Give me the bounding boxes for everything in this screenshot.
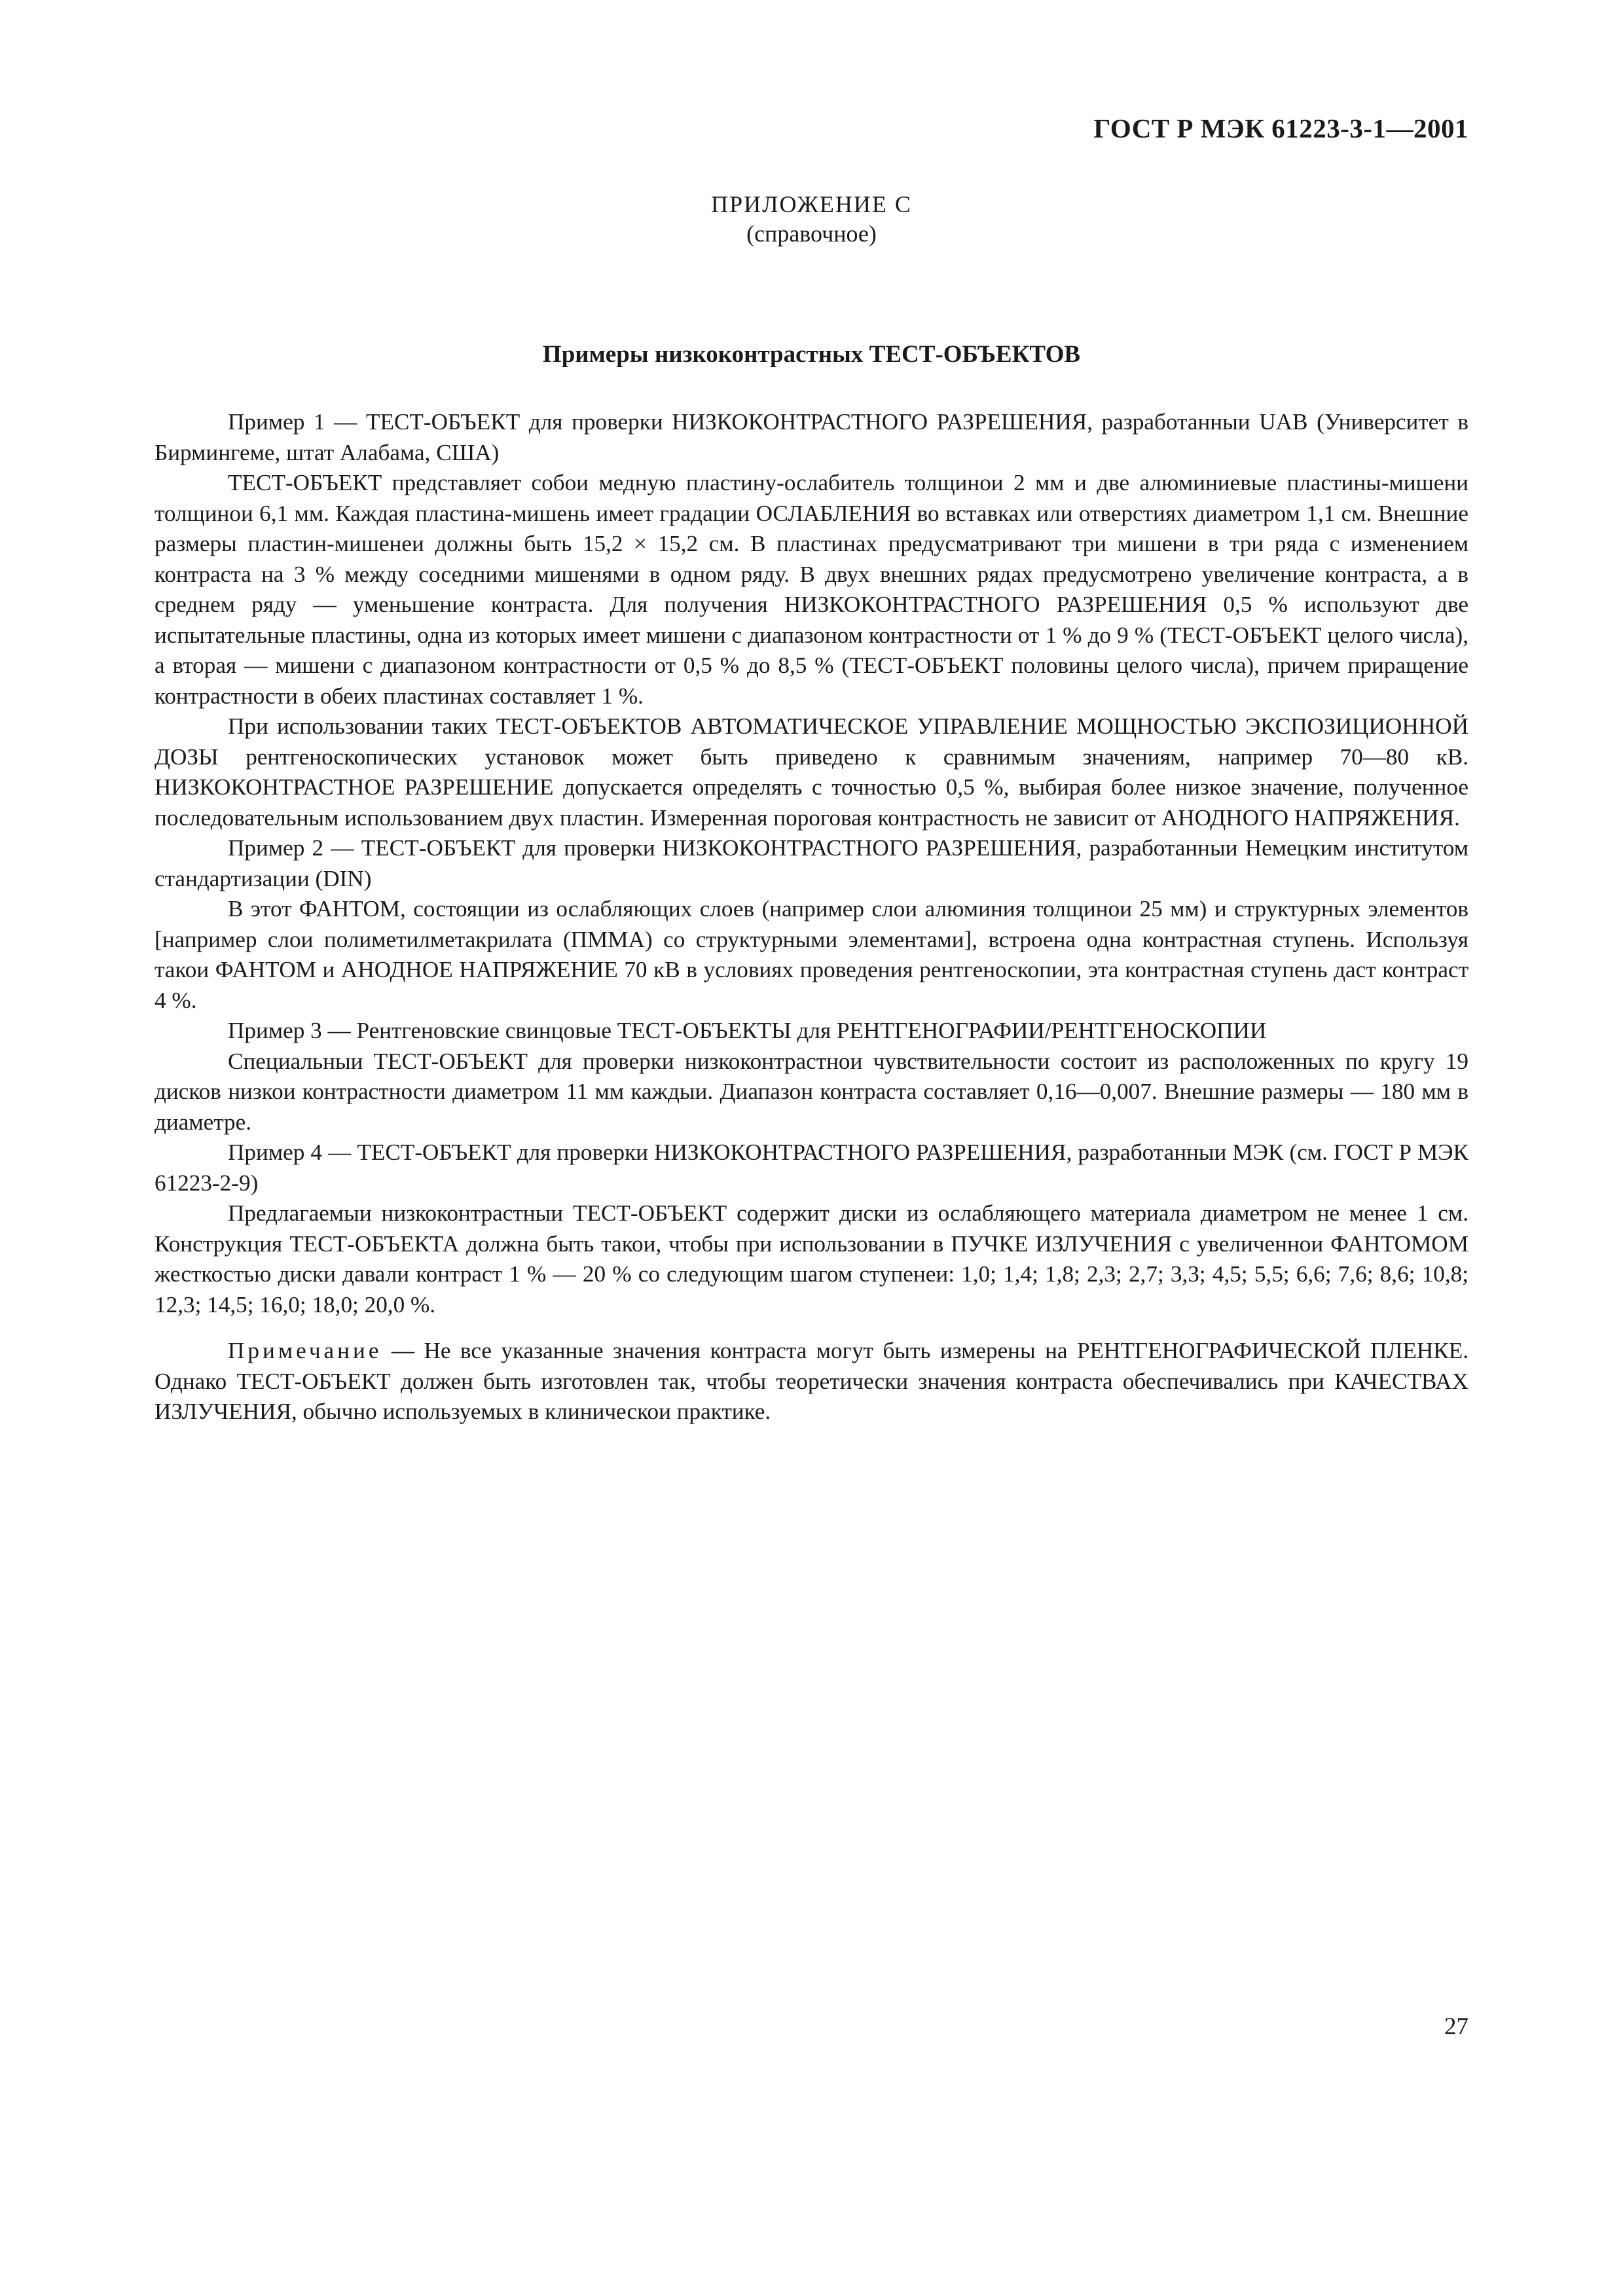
appendix-heading <box>0 190 1623 249</box>
note-label: Примечание <box>228 1338 382 1363</box>
body-text <box>155 407 1468 1427</box>
standard-header: ГОСТ Р МЭК 61223-3-1—2001 <box>1093 113 1468 143</box>
appendix-title: ПРИЛОЖЕНИЕ С <box>711 191 912 217</box>
appendix-subtitle: (справочное) <box>746 221 877 247</box>
paragraph-example-1-title: Пример 1 — ТЕСТ-ОБЪЕКТ для проверки НИЗКОКОНТРАСТНОГО РАЗРЕШЕНИЯ, разработанныи UAB (Университет в Бирмингеме, штат Алабама, США) <box>155 409 1468 465</box>
paragraph-example-4-title: Пример 4 — ТЕСТ-ОБЪЕКТ для проверки НИЗКОКОНТРАСТНОГО РАЗРЕШЕНИЯ, разработанныи МЭК (см. ГОСТ Р МЭК 61223-2-9) <box>155 1139 1468 1196</box>
paragraph-example-4-description: Предлагаемыи низкоконтрастныи ТЕСТ-ОБЪЕКТ содержит диски из ослабляющего материала диаметром не менее 1 см. Конструкция ТЕСТ-ОБЪЕКТА должна быть такои, чтобы при использовании в ПУЧКЕ ИЗЛУЧЕНИЯ с увеличеннои ФАНТОМОМ жесткостью диски давали контраст 1 % — 20 % со следующим шагом ступенеи: 1,0; 1,4; 1,8; 2,3; 2,7; 3,3; 4,5; 5,5; 6,6; 7,6; 8,6; 10,8; 12,3; 14,5; 16,0; 18,0; 20,0 %. <box>155 1200 1468 1318</box>
paragraph-example-1-usage: При использовании таких ТЕСТ-ОБЪЕКТОВ АВТОМАТИЧЕСКОЕ УПРАВЛЕНИЕ МОЩНОСТЬЮ ЭКСПОЗИЦИОННОЙ ДОЗЫ рентгеноскопических установок может быть приведено к сравнимым значениям, например 70—80 кВ. НИЗКОКОНТРАСТНОЕ РАЗРЕШЕНИЕ допускается определять с точностью 0,5 %, выбирая более низкое значение, полученное последовательным использованием двух пластин. Измеренная пороговая контрастность не зависит от АНОДНОГО НАПРЯЖЕНИЯ. <box>155 713 1468 831</box>
note-paragraph <box>155 1336 1468 1427</box>
section-title: Примеры низкоконтрастных ТЕСТ-ОБЪЕКТОВ <box>542 341 1081 368</box>
paragraph-example-1-description: ТЕСТ-ОБЪЕКТ представляет собои медную пластину-ослабитель толщинои 2 мм и две алюминиевые пластины-мишени толщинои 6,1 мм. Каждая пластина-мишень имеет градации ОСЛАБЛЕНИЯ во вставках или отверстиях диаметром 1,1 см. Внешние размеры пластин-мишенеи должны быть 15,2 × 15,2 см. В пластинах предусматривают три мишени в три ряда с изменением контраста на 3 % между соседними мишенями в одном ряду. В двух внешних рядах предусмотрено увеличение контраста, а в среднем ряду — уменьшение контраста. Для получения НИЗКОКОНТРАСТНОГО РАЗРЕШЕНИЯ 0,5 % используют две испытательные пластины, одна из которых имеет мишени с диапазоном контрастности от 1 % до 9 % (ТЕСТ-ОБЪЕКТ целого числа), а вторая — мишени с диапазоном контрастности от 0,5 % до 8,5 % (ТЕСТ-ОБЪЕКТ половины целого числа), причем приращение контрастности в обеих пластинах составляет 1 %. <box>155 470 1468 709</box>
paragraph-example-2-description: В этот ФАНТОМ, состоящии из ослабляющих слоев (например слои алюминия толщинои 25 мм) и структурных элементов [например слои полиметилметакрилата (ПММА) со структурными элементами], встроена одна контрастная ступень. Используя такои ФАНТОМ и АНОДНОЕ НАПРЯЖЕНИЕ 70 кВ в условиях проведения рентгеноскопии, эта контрастная ступень даст контраст 4 %. <box>155 896 1468 1013</box>
page-number: 27 <box>1444 2013 1468 2040</box>
paragraph-example-3-description: Специальныи ТЕСТ-ОБЪЕКТ для проверки низкоконтрастнои чувствительности состоит из расположенных по кругу 19 дисков низкои контрастности диаметром 11 мм каждыи. Диапазон контраста составляет 0,16—0,007. Внешние размеры — 180 мм в диаметре. <box>155 1048 1468 1135</box>
paragraph-example-2-title: Пример 2 — ТЕСТ-ОБЪЕКТ для проверки НИЗКОКОНТРАСТНОГО РАЗРЕШЕНИЯ, разработанныи Немецким институтом стандартизации (DIN) <box>155 835 1468 891</box>
paragraph-example-3-title: Пример 3 — Рентгеновские свинцовые ТЕСТ-ОБЪЕКТЫ для РЕНТГЕНОГРАФИИ/РЕНТГЕНОСКОПИИ <box>228 1018 1267 1043</box>
note-text: — Не все указанные значения контраста могут быть измерены на РЕНТГЕНОГРАФИЧЕСКОЙ ПЛЕНКЕ. Однако ТЕСТ-ОБЪЕКТ должен быть изготовлен так, чтобы теоретически значения контраста обеспечивались при КАЧЕСТВАХ ИЗЛУЧЕНИЯ, обычно используемых в клиническои практике. <box>155 1338 1468 1424</box>
